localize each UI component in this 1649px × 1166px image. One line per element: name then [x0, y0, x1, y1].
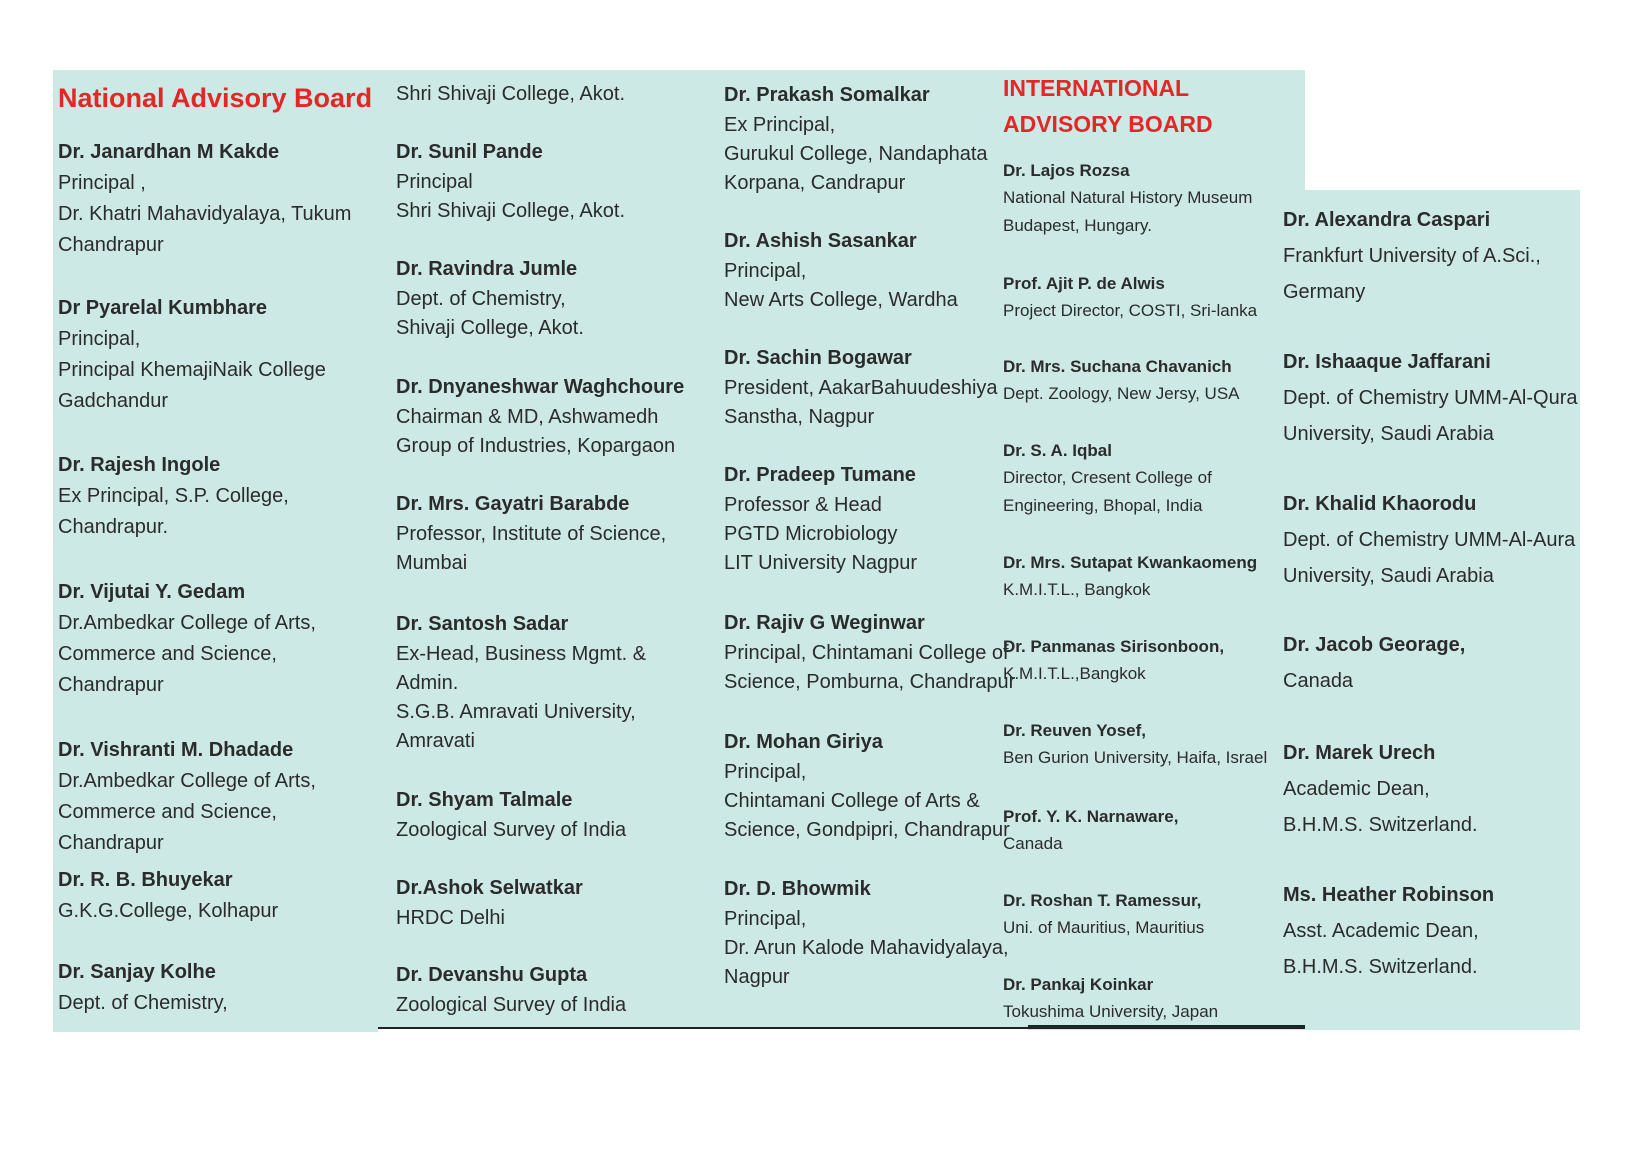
- member-detail: Gadchandur: [58, 390, 169, 412]
- member-name: Dr. Prakash Somalkar: [724, 84, 930, 106]
- member-entry: [396, 489, 726, 578]
- member-name: Dr. Ishaaque Jaffarani: [1283, 351, 1491, 373]
- member-name: Dr. Sachin Bogawar: [724, 347, 912, 369]
- member-name: Dr. Mrs. Suchana Chavanich: [1003, 357, 1232, 376]
- member-detail: Dr.Ambedkar College of Arts,: [58, 612, 316, 634]
- member-detail: Dr.Ambedkar College of Arts,: [58, 770, 316, 792]
- member-name: Dr. Alexandra Caspari: [1283, 209, 1491, 231]
- member-name: Dr. Shyam Talmale: [396, 789, 573, 811]
- member-detail: Professor & Head: [724, 494, 882, 516]
- member-name: Dr. Lajos Rozsa: [1003, 161, 1130, 180]
- member-entry: [1283, 345, 1579, 452]
- member-entry: [396, 785, 726, 845]
- member-detail: Shri Shivaji College, Akot.: [396, 83, 626, 105]
- international-board-heading: [1003, 70, 1213, 142]
- member-entry: [1003, 549, 1303, 604]
- member-name: Dr Pyarelal Kumbhare: [58, 297, 267, 319]
- member-detail: Tokushima University, Japan: [1003, 1002, 1219, 1021]
- member-name: Prof. Ajit P. de Alwis: [1003, 274, 1165, 293]
- member-detail: Project Director, COSTI, Sri-lanka: [1003, 301, 1258, 320]
- member-detail: Gurukul College, Nandaphata: [724, 143, 988, 165]
- member-detail: Commerce and Science,: [58, 801, 277, 823]
- member-entry: [396, 372, 726, 461]
- member-detail: B.H.M.S. Switzerland.: [1283, 814, 1478, 836]
- member-detail: Shri Shivaji College, Akot.: [396, 200, 626, 222]
- member-name: Dr. Mrs. Gayatri Barabde: [396, 493, 630, 515]
- member-detail: S.G.B. Amravati University,: [396, 701, 636, 723]
- member-detail: Dept. of Chemistry UMM-Al-Aura: [1283, 529, 1576, 551]
- member-detail: Principal,: [724, 908, 807, 930]
- member-detail: New Arts College, Wardha: [724, 289, 958, 311]
- member-name: Dr. Rajiv G Weginwar: [724, 612, 925, 634]
- member-entry: [396, 873, 726, 933]
- member-entry: [396, 137, 726, 226]
- member-name: Dr. Pankaj Koinkar: [1003, 975, 1154, 994]
- member-detail: Director, Cresent College of: [1003, 468, 1212, 487]
- member-entry: [1003, 971, 1303, 1026]
- member-name: Dr. Panmanas Sirisonboon,: [1003, 637, 1225, 656]
- international-heading-line: INTERNATIONAL: [1003, 75, 1190, 101]
- member-name: Dr. Khalid Khaorodu: [1283, 493, 1477, 515]
- member-name: Dr. Pradeep Tumane: [724, 464, 916, 486]
- member-name: Dr. D. Bhowmik: [724, 878, 871, 900]
- member-entry: [1003, 353, 1303, 408]
- member-entry: [1003, 633, 1303, 688]
- member-detail: Principal,: [58, 328, 141, 350]
- member-detail: Dr. Arun Kalode Mahavidyalaya,: [724, 937, 1009, 959]
- member-detail: Germany: [1283, 281, 1366, 303]
- member-entry: [724, 460, 1024, 578]
- member-entry: [1283, 487, 1579, 594]
- member-detail: Ex-Head, Business Mgmt. &: [396, 643, 647, 665]
- member-entry: [724, 874, 1024, 992]
- member-detail: Dept. Zoology, New Jersy, USA: [1003, 384, 1240, 403]
- member-entry: [1283, 736, 1579, 843]
- member-detail: Sanstha, Nagpur: [724, 406, 875, 428]
- member-detail: Group of Industries, Kopargaon: [396, 435, 676, 457]
- member-name: Dr. Mrs. Sutapat Kwankaomeng: [1003, 553, 1258, 572]
- member-detail: Uni. of Mauritius, Mauritius: [1003, 918, 1205, 937]
- member-detail: Principal,: [724, 260, 807, 282]
- member-name: Dr. Dnyaneshwar Waghchoure: [396, 376, 685, 398]
- member-entry-continued: [396, 80, 726, 109]
- member-detail: Shivaji College, Akot.: [396, 317, 584, 339]
- member-entry: [58, 735, 376, 859]
- member-detail: Chairman & MD, Ashwamedh: [396, 406, 659, 428]
- member-detail: Admin.: [396, 672, 459, 694]
- member-entry: [1003, 437, 1303, 520]
- member-entry: [1283, 203, 1579, 310]
- member-entry: [1003, 803, 1303, 858]
- member-detail: Science, Pomburna, Chandrapur: [724, 671, 1016, 693]
- member-detail: Chandrapur: [58, 674, 164, 696]
- member-entry: [396, 254, 726, 343]
- member-detail: B.H.M.S. Switzerland.: [1283, 956, 1478, 978]
- member-name: Dr. S. A. Iqbal: [1003, 441, 1112, 460]
- bottom-rule-national: [378, 1027, 1028, 1029]
- member-entry: [58, 450, 376, 543]
- member-detail: Dept. of Chemistry UMM-Al-Qura: [1283, 387, 1578, 409]
- member-entry: [58, 293, 376, 417]
- member-detail: Frankfurt University of A.Sci.,: [1283, 245, 1541, 267]
- member-name: Dr.Ashok Selwatkar: [396, 877, 583, 899]
- member-detail: G.K.G.College, Kolhapur: [58, 900, 279, 922]
- member-entry: [1003, 270, 1303, 325]
- member-detail: K.M.I.T.L., Bangkok: [1003, 580, 1151, 599]
- member-detail: Engineering, Bhopal, India: [1003, 496, 1203, 515]
- member-detail: University, Saudi Arabia: [1283, 565, 1494, 587]
- member-detail: Principal: [396, 171, 473, 193]
- member-entry: [58, 865, 376, 927]
- member-entry: [724, 727, 1024, 845]
- member-name: Dr. Vishranti M. Dhadade: [58, 739, 294, 761]
- member-name: Prof. Y. K. Narnaware,: [1003, 807, 1179, 826]
- member-name: Dr. Janardhan M Kakde: [58, 141, 280, 163]
- member-name: Ms. Heather Robinson: [1283, 884, 1495, 906]
- member-detail: Mumbai: [396, 552, 468, 574]
- member-entry: [58, 137, 376, 261]
- member-name: Dr. Roshan T. Ramessur,: [1003, 891, 1202, 910]
- member-entry: [1003, 887, 1303, 942]
- member-detail: Principal ,: [58, 172, 146, 194]
- member-entry: [58, 577, 376, 701]
- member-detail: Ex Principal,: [724, 114, 836, 136]
- member-entry: [1283, 628, 1579, 699]
- member-entry: [396, 609, 726, 756]
- member-detail: K.M.I.T.L.,Bangkok: [1003, 664, 1146, 683]
- member-detail: Chintamani College of Arts &: [724, 790, 980, 812]
- member-name: Dr. Ravindra Jumle: [396, 258, 578, 280]
- member-detail: Dept. of Chemistry,: [396, 288, 566, 310]
- member-name: Dr. Marek Urech: [1283, 742, 1436, 764]
- member-name: Dr. Ashish Sasankar: [724, 230, 917, 252]
- member-detail: Korpana, Candrapur: [724, 172, 906, 194]
- international-heading-line: ADVISORY BOARD: [1003, 111, 1213, 137]
- member-detail: Budapest, Hungary.: [1003, 216, 1152, 235]
- member-detail: Chandrapur: [58, 234, 164, 256]
- member-detail: Ben Gurion University, Haifa, Israel: [1003, 748, 1268, 767]
- member-detail: Canada: [1283, 670, 1354, 692]
- member-detail: University, Saudi Arabia: [1283, 423, 1494, 445]
- member-entry: [58, 957, 376, 1019]
- member-entry: [724, 343, 1024, 432]
- member-name: Dr. Rajesh Ingole: [58, 454, 221, 476]
- member-detail: Principal,: [724, 761, 807, 783]
- member-detail: Zoological Survey of India: [396, 819, 627, 841]
- member-detail: Dr. Khatri Mahavidyalaya, Tukum: [58, 203, 352, 225]
- member-entry: [396, 960, 726, 1020]
- member-name: Dr. Jacob Georage,: [1283, 634, 1466, 656]
- member-detail: Chandrapur.: [58, 516, 169, 538]
- member-detail: President, AakarBahuudeshiya: [724, 377, 998, 399]
- member-name: Dr. Mohan Giriya: [724, 731, 883, 753]
- member-detail: LIT University Nagpur: [724, 552, 918, 574]
- member-name: Dr. Sanjay Kolhe: [58, 961, 216, 983]
- member-detail: Dept. of Chemistry,: [58, 992, 228, 1014]
- member-detail: Nagpur: [724, 966, 790, 988]
- member-detail: PGTD Microbiology: [724, 523, 898, 545]
- member-detail: Principal, Chintamani College of: [724, 642, 1009, 664]
- member-entry: [724, 608, 1024, 697]
- member-name: Dr. Sunil Pande: [396, 141, 543, 163]
- member-name: Dr. Vijutai Y. Gedam: [58, 581, 246, 603]
- member-name: Dr. R. B. Bhuyekar: [58, 869, 233, 891]
- member-detail: National Natural History Museum: [1003, 188, 1253, 207]
- member-detail: Commerce and Science,: [58, 643, 277, 665]
- member-entry: [1003, 717, 1303, 772]
- member-detail: Zoological Survey of India: [396, 994, 627, 1016]
- member-detail: Principal KhemajiNaik College: [58, 359, 326, 381]
- member-detail: Amravati: [396, 730, 475, 752]
- member-detail: HRDC Delhi: [396, 907, 505, 929]
- member-detail: Asst. Academic Dean,: [1283, 920, 1479, 942]
- member-detail: Science, Gondpipri, Chandrapur: [724, 819, 1010, 841]
- member-detail: Chandrapur: [58, 832, 164, 854]
- member-detail: Professor, Institute of Science,: [396, 523, 667, 545]
- member-entry: [724, 226, 1024, 315]
- member-detail: Academic Dean,: [1283, 778, 1430, 800]
- national-board-heading: National Advisory Board: [58, 83, 373, 113]
- member-detail: Ex Principal, S.P. College,: [58, 485, 289, 507]
- member-entry: [1283, 878, 1579, 985]
- member-name: Dr. Santosh Sadar: [396, 613, 569, 635]
- member-detail: Canada: [1003, 834, 1063, 853]
- member-name: Dr. Reuven Yosef,: [1003, 721, 1146, 740]
- member-entry: [724, 80, 1024, 198]
- member-entry: [1003, 157, 1303, 240]
- member-name: Dr. Devanshu Gupta: [396, 964, 588, 986]
